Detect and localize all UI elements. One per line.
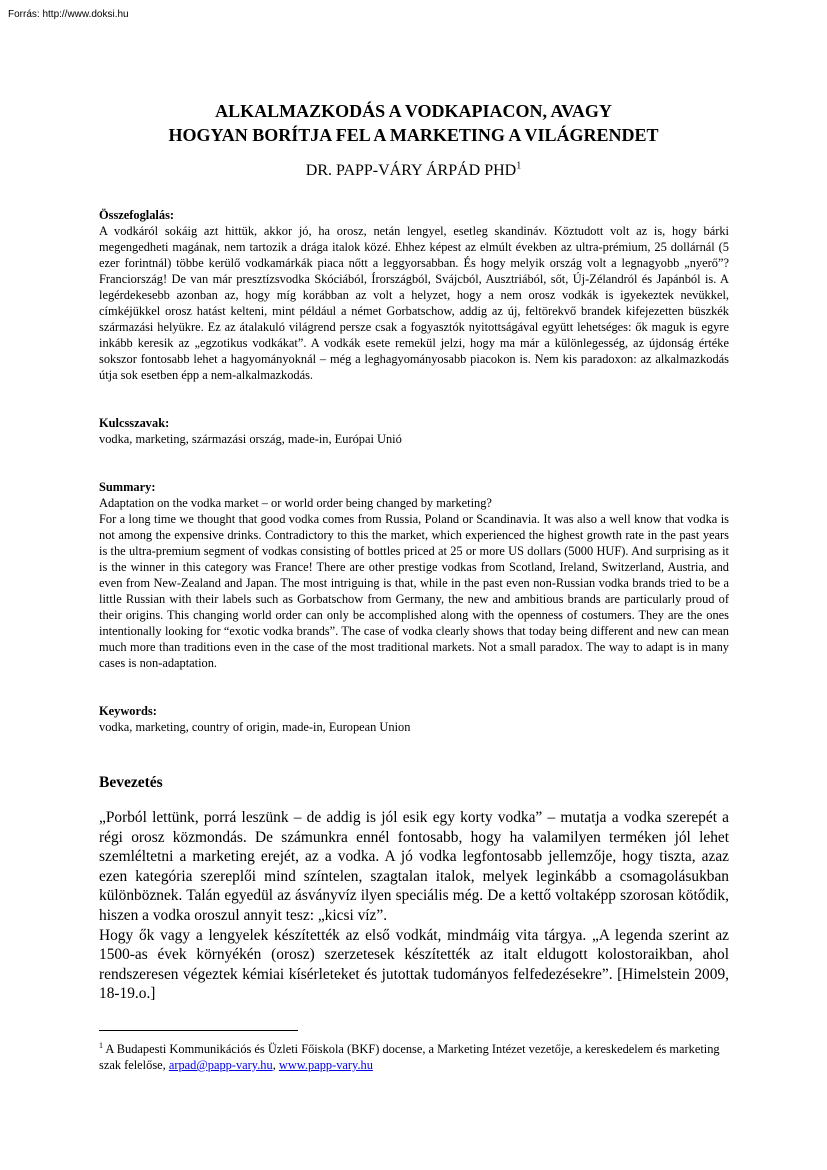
keywords-en-heading: Keywords:: [99, 704, 157, 718]
title-line-1: ALKALMAZKODÁS A VODKAPIACON, AVAGY: [215, 101, 612, 121]
intro-body: [99, 808, 729, 1004]
summary-en-text: For a long time we thought that good vodka comes from Russia, Poland or Scandinavia. It was also a well know that vodka is not among the expensive drinks. Contradictory to this the market, which experienced the highest growth rate in the past years is the ultra-premium segment of vodkas consisting of bottles priced at 25 or more US dollars (5000 HUF). And surprising as it is the winner in this category was France! There are other prestige vodkas from Scotland, Ireland, Switzerland, Austria, and even from New-Zealand and Japan. The most intriguing is that, while in the past even non-Russian vodka brands tried to be a little Russian with their labels such as Gorbatschow from Germany, the new and ambitious brands are particularly proud of their origins. This changing world order can only be accomplished along with the openness of costumers. They are the ones intentionally looking for “exotic vodka brands”. The case of vodka clearly shows that today being different and new can mean much more than traditions even in the case of the most traditional markets. Not a small paradox. The way to adapt is in many cases is non-adaptation.: [99, 512, 729, 670]
author-footnote-mark: 1: [516, 160, 522, 172]
keywords-hu-text: vodka, marketing, származási ország, made-in, Európai Unió: [99, 432, 402, 446]
keywords-en: [99, 703, 729, 735]
keywords-hu: [99, 415, 729, 447]
author-line: [0, 161, 827, 181]
section-heading-intro: Bevezetés: [99, 774, 163, 791]
footnote: [99, 1041, 739, 1073]
title-line-2: HOGYAN BORÍTJA FEL A MARKETING A VILÁGRENDET: [168, 125, 659, 145]
footnote-email-link[interactable]: arpad@papp-vary.hu: [168, 1058, 273, 1072]
summary-en-subtitle: Adaptation on the vodka market – or world order being changed by marketing?: [99, 496, 492, 510]
footnote-text: A Budapesti Kommunikációs és Üzleti Főiskola (BKF) docense, a Marketing Intézet vezetője, a kereskedelem és marketing szak felelőse,: [99, 1042, 720, 1072]
footnote-divider: [99, 1030, 298, 1031]
keywords-hu-heading: Kulcsszavak:: [99, 416, 170, 430]
author-name: DR. PAPP-VÁRY ÁRPÁD PHD: [305, 162, 517, 179]
intro-paragraph-2: Hogy ők vagy a lengyelek készítették az első vodkát, mindmáig vita tárgya. „A legenda szerint az 1500-as évek környékén (orosz) szerzetesek készítették az italt eldugott kolostoraikban, ahol rendszeresen végeztek kémiai kísérleteket és jutottak tudományos felfedezésekre”. [Himelstein 2009, 18-19.o.]: [99, 926, 729, 1003]
intro-paragraph-1: „Porból lettünk, porrá leszünk – de addig is jól esik egy korty vodka” – mutatja a vodka szerepét a régi orosz közmondás. De számunkra ennél fontosabb, hogy ha valamilyen terméken jól lehet szemléltetni a marketing erejét, az a vodka. A jó vodka legfontosabb jellemzője, hogy tiszta, azaz ezen kategória szereplői mind színtelen, szagtalan italok, melyek leginkább a csomagolásukban különböznek. Talán egyedül az ásványvíz ilyen speciális még. De a kettő voltaképp szorosan kötődik, hiszen a vodka oroszul annyit tesz: „kicsi víz”.: [99, 809, 729, 924]
footnote-separator: ,: [272, 1058, 279, 1072]
abstract-hu-text: A vodkáról sokáig azt hittük, akkor jó, ha orosz, netán lengyel, esetleg skandináv. Köztudott volt az is, hogy bárki megengedheti magának, nem tartozik a drága italok közé. Ehhez képest az elmúlt években az ultra-prémium, 25 dollárnál (5 ezer forintnál) többe kerülő vodkamárkák piaca nőtt a leggyorsabban. És hogy melyik ország volt a legnagyobb „nyerő”? Franciország! De van már presztízsvodka Skóciából, Írországból, Svájcból, Ausztriából, sőt, Új-Zélandról és Japánból is. A legérdekesebb azonban az, hogy míg korábban az volt a helyzet, hogy a nem orosz vodkák is igyekeztek nevükkel, címkéjükkel orosz hatást kelteni, mint például a német Gorbatschow, addig az új, feltörekvő brandek kifejezetten büszkék származási helyükre. Ez az átalakuló világrend persze csak a fogyasztók nyitottságával együtt lehetséges: ők maguk is egyre inkább keresik az „egzotikus vodkákat”. A vodkák esete remekül jelzi, hogy ma már a különlegesség, az újdonság értéke sokszor fontosabb lehet a hagyományoknál – még a leghagyományosabb piacokon is. Nem kis paradoxon: az alkalmazkodás útja sok esetben épp a nem-alkalmazkodás.: [99, 224, 729, 382]
abstract-hu: [99, 207, 729, 383]
summary-en-heading: Summary:: [99, 480, 156, 494]
footnote-mark: 1: [99, 1040, 103, 1050]
abstract-hu-heading: Összefoglalás:: [99, 208, 175, 222]
keywords-en-text: vodka, marketing, country of origin, made-in, European Union: [99, 720, 411, 734]
summary-en: [99, 479, 729, 671]
footnote-website-link[interactable]: www.papp-vary.hu: [278, 1058, 373, 1072]
source-note: Forrás: http://www.doksi.hu: [8, 9, 129, 20]
paper-title: [0, 99, 827, 147]
